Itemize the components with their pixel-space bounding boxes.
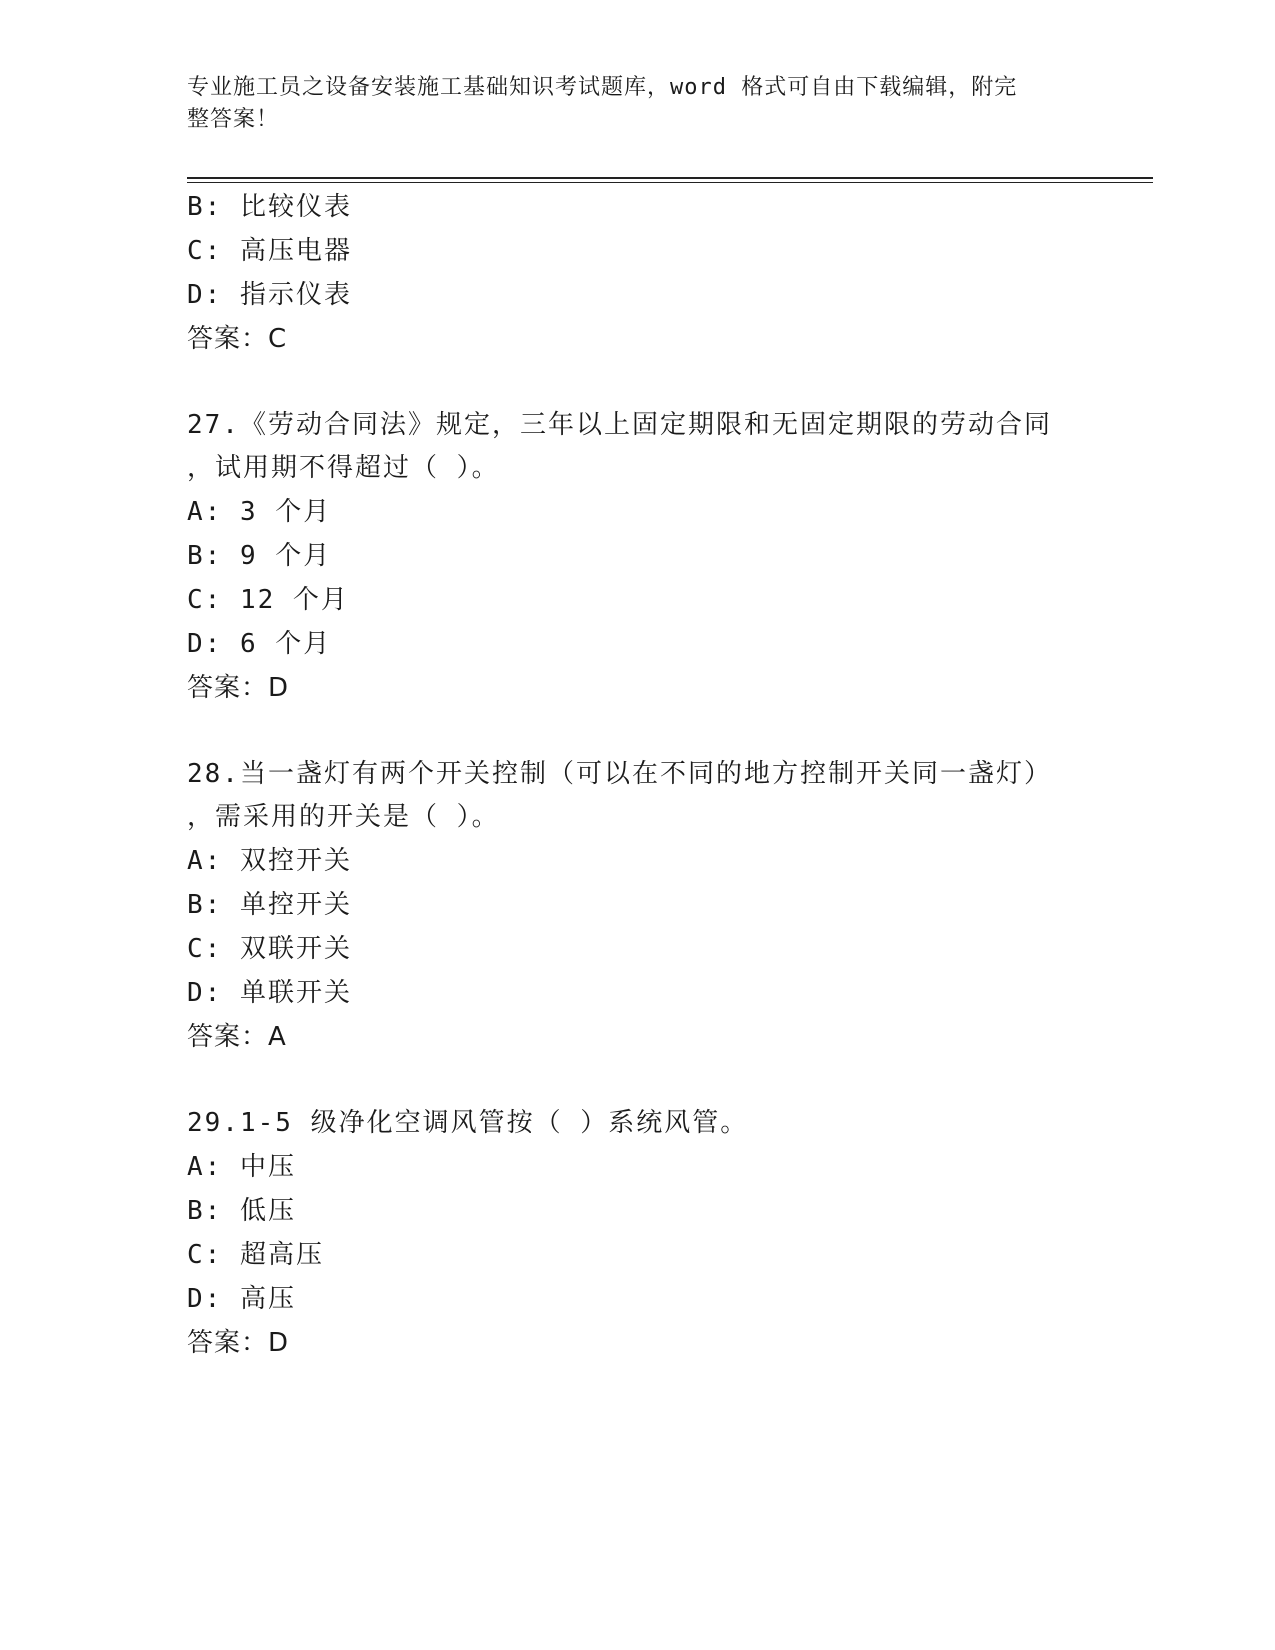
- header-divider-thin: [187, 182, 1153, 183]
- question-29-answer: 答案：D: [187, 1328, 290, 1358]
- question-29-option-c: C: 超高压: [187, 1240, 324, 1270]
- header-divider-thick: [187, 177, 1153, 179]
- question-28-answer: 答案：A: [187, 1022, 287, 1052]
- question-28-option-a: A: 双控开关: [187, 846, 352, 876]
- answer-line: 答案：C: [187, 324, 288, 354]
- header-line-1: 专业施工员之设备安装施工基础知识考试题库，word 格式可自由下载编辑，附完: [187, 75, 1018, 100]
- option-d: D: 指示仪表: [187, 280, 352, 310]
- option-b: B: 比较仪表: [187, 192, 352, 222]
- question-27-option-b: B: 9 个月: [187, 541, 332, 571]
- question-27-stem-line-2: ，试用期不得超过（ ）。: [187, 453, 500, 483]
- question-29-option-b: B: 低压: [187, 1196, 296, 1226]
- question-28-option-b: B: 单控开关: [187, 890, 352, 920]
- question-27-option-a: A: 3 个月: [187, 497, 332, 527]
- question-28-stem-line-1: 28.当一盏灯有两个开关控制（可以在不同的地方控制开关同一盏灯）: [187, 759, 1052, 789]
- document-header: [187, 72, 1067, 136]
- question-28-option-d: D: 单联开关: [187, 978, 352, 1008]
- question-27-answer: 答案：D: [187, 673, 290, 703]
- question-27-option-d: D: 6 个月: [187, 629, 332, 659]
- header-line-2: 整答案！: [187, 107, 280, 132]
- question-29-stem: 29.1-5 级净化空调风管按（ ）系统风管。: [187, 1108, 749, 1138]
- question-28-option-c: C: 双联开关: [187, 934, 352, 964]
- question-29-option-d: D: 高压: [187, 1284, 296, 1314]
- question-27-stem-line-1: 27.《劳动合同法》规定，三年以上固定期限和无固定期限的劳动合同: [187, 410, 1052, 440]
- question-28-stem-line-2: ，需采用的开关是（ ）。: [187, 802, 500, 832]
- option-c: C: 高压电器: [187, 236, 352, 266]
- question-27-option-c: C: 12 个月: [187, 585, 349, 615]
- question-29-option-a: A: 中压: [187, 1152, 296, 1182]
